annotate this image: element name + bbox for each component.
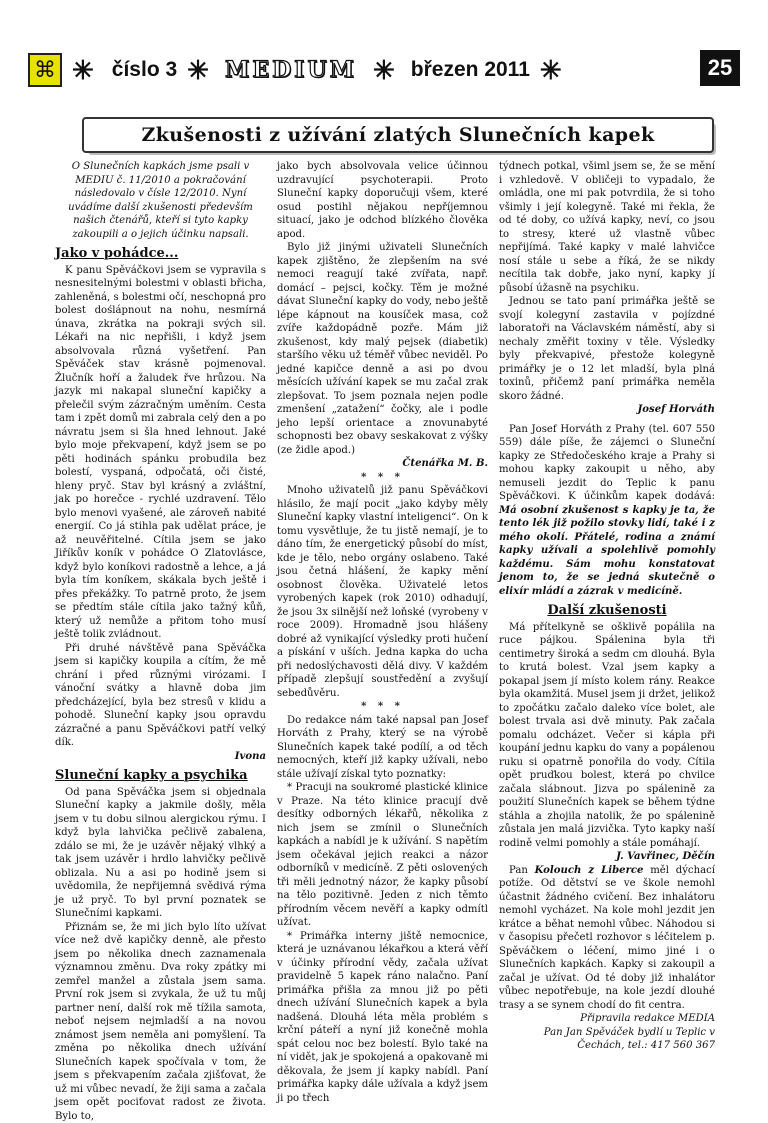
issue-date: březen 2011 [411, 58, 530, 82]
signature: J. Vavřinec, Děčín [499, 850, 715, 864]
section-heading: Jako v pohádce... [55, 247, 266, 261]
logo-icon [28, 53, 62, 87]
section-heading: Sluneční kapky a psychika [55, 769, 266, 783]
emphasis: Má osobní zkušenost s kapky je ta, že tento lék již požilo stovky lidí, také i z mého okolí. Přátelé, rodina a známí kapky užívali a spolehlivě pomohly každému. Sám mohu konstatovat jenom to, že se jedná skutečně o elixír mládí a zázrak v medicíně. [499, 505, 715, 597]
paragraph: Přiznám se, že mi jich bylo líto užívat více než dvě kapičky denně, ale přesto jsem po několika dnech zaznamenala významnou změnu. Dva roky zpátky mi zemřel manžel a zůstala jsem sama. První rok jsem si zvykala, že už tu můj partner není, další rok mě tížila samota, neboť nejsem nejmladší a na novou známost jsem neměla ani pomyšlení. Ta změna po několika dnech užívání Slunečních kapek spočívala v tom, že jsem s překvapením začala zjišťovat, že už mi vůbec nevadí, že žiji sama a začala jsem opět pociťovat radost ze života. Bylo to, [55, 921, 266, 1123]
contact-note: Pan Jan Spěváček bydlí u Teplic v Čechách, tel.: 417 560 367 [499, 1026, 715, 1053]
column-2 [277, 160, 488, 1105]
star-icon: ✳ [187, 55, 209, 86]
article-intro: O Slunečních kapkách jsme psali v MEDIU č. 11/2010 a pokračování následovalo v čísle 12/2010. Nyní uvádíme další zkušenosti především našich čtenářů, kteří si tyto kapky zakoupili a o jejich účinku napsali. [55, 160, 266, 241]
paragraph [499, 423, 715, 599]
article-title: Zkušenosti z užívání zlatých Slunečních kapek [82, 117, 714, 153]
paragraph [499, 864, 715, 1013]
signature: Josef Horváth [499, 403, 715, 417]
paragraph: * Pracuji na soukromé plastické klinice v Praze. Na této klinice pracují dvě desítky odborných lékařů, několika z nich jsem se zmínil o Slunečních kapkách a nabídl je k užívání. S napětím jsem očekával jejich reakci a názor odborníků v medicíně. Z pěti oslovených tři měli jednotný názor, že kapky působí na tělo pozitivně. Jeden z nich těmto přírodním věcem nevěří a kapky odmítl užívat. [277, 781, 488, 930]
paragraph: Do redakce nám také napsal pan Josef Horváth z Prahy, který se na výrobě Slunečních kapek také podílí, a od těch nemocných, kteří již kapky užívali, nebo stále užívají získal tyto poznatky: [277, 714, 488, 782]
separator-stars: * * * [277, 700, 488, 714]
page-number: 25 [700, 50, 740, 86]
editorial-note: Připravila redakce MEDIA [499, 1012, 715, 1026]
paragraph: Má přítelkyně se ošklivě popálila na ruce pájkou. Spálenina byla tři centimetry široká a sedm cm dlouhá. Byla to krutá bolest. Vzal jsem kapky a pokapal jsem jí místo kolem rány. Reakce byla okamžitá. Musel jsem ji držet, jelikož to zpočátku začalo daleko více bolet, ale bolest trvala asi dvě minuty. Pak začala pomalu odcházet. Večer si kápla při koupání jednu kapku do vany a popálenou ruku si opatrně ponořila do vody. Cítila opět pruďkou bolest, která po chvilce začala slábnout. Jizva po spálenině za použití Slunečních kapek se během týdne stáhla a zhojila natolik, že po spálenině zůstala jen malá jizvička. Tyto kapky naší rodině velmi pomohly a stále pomáhají. [499, 621, 715, 851]
logo-glyph: ⌘ [34, 59, 56, 81]
emphasis: Kolouch z Liberce [535, 865, 644, 876]
column-3 [499, 160, 715, 1053]
text-span: Pan Josef Horváth z Prahy (tel. 607 550 559) dále píše, že zájemci o Sluneční kapky ze Středočeského kraje a Prahy si mohou kapky zakoupit u něho, aby nemuseli jezdit do Teplic k panu Spěváčkovi. K účinkům kapek dodává: [499, 424, 715, 503]
page-header [28, 48, 740, 92]
column-1 [55, 160, 266, 1123]
paragraph: Od pana Spěváčka jsem si objednala Sluneční kapky a jakmile došly, měla jsem v tu dobu silnou alergickou rýmu. I když byla lahvička pečlivě zabalena, zdálo se mi, že je uzávěr nějaký vlhký a tak jsem uzávěr i hrdlo lahvičky pečlivě oblizala. Nu a asi po hodině jsem si uvědomila, že nepřijemná svědivá rýma je už pryč. To byl první poznatek se Slunečními kapkami. [55, 786, 266, 921]
text-span: Pan [509, 865, 535, 876]
paragraph: jako bych absolvovala velice účinnou uzdravující psychoterapii. Proto Sluneční kapky doporučuji všem, které osud postihl nějakou nepříjemnou situací, jako je odchod blízkého člověka apod. [277, 160, 488, 241]
paragraph: * Primářka interny jiště nemocnice, která je uznávanou lékařkou a která věří v účinky přírodní vědy, začala užívat pravidelně 5 kapek ráno nalačno. Paní primářka přišla za mnou již po pěti dnech užívání Slunečních kapek a byla nadšená. Dlouhá léta měla problém s krční páteří a nyní již konečně mohla spát celou noc bez bolestí. Bylo také na ní vidět, jak je spokojená a opakovaně mi děkovala, že jsem jí kapky nabídl. Paní primářka kapky dále užívala a když jsem ji po třech [277, 930, 488, 1106]
issue-number: číslo 3 [112, 58, 177, 82]
paragraph: Bylo již jinými uživateli Slunečních kapek zjištěno, že zlepšením na své nemoci reagují také zvířata, např. domácí – pejsci, kočky. Těm je možné dávat Sluneční kapky do vody, nebo ještě lépe kápnout na kousíček masa, což zvíře každopádně pozře. Mám již zkušenost, kdy malý pejsek (diabetik) staršího věku už téměř vůbec neviděl. Po jedné kapičce denně a asi po dvou měsících užívání kapek se mu začal zrak zlepšovat. To jsem poznala nejen podle zmenšení „zatažení“ čočky, ale i podle jeho lepší orientace a znovunabyté schopnosti bez obavy seskakovat z výšky (ze židle apod.) [277, 241, 488, 457]
paragraph: Při druhé návštěvě pana Spěváčka jsem si kapičky koupila a cítím, že mě chrání i před různými virózami. I vánoční svátky a hlavně doba jim předcházející, byla bez stresů v klidu a pohodě. Sluneční kapky jsou opravdu zázračné a panu Spěváčkovi patří velký dík. [55, 642, 266, 750]
section-heading: Další zkušenosti [499, 604, 715, 618]
paragraph: týdnech potkal, všiml jsem se, že se mění i vzhledově. V obličeji to vypadalo, že omládla, one mi pak potvrdila, že si toho všimly i její kolegyně. Také mi řekla, že od té doby, co užívá kapky, neví, co jsou to stresy, které už vlastně vůbec nepřijímá. Také kapky v malé lahvičce nosí stále u sebe a říká, že se nikdy necítila tak dobře, jako nyní, kapky jí působí úžasně na psychiku. [499, 160, 715, 295]
star-icon: ✳ [72, 55, 94, 86]
star-icon: ✳ [540, 55, 562, 86]
paragraph: K panu Spěváčkovi jsem se vypravila s nesnesitelnými bolestmi v oblasti břicha, zahleněná, s bolestmi očí, neschopná pro bolest doślápnout na nohu, nesmírná únava, zkrátka na pokraji svých sil. Lékaři na nic nepřišli, i když jsem absolvovala různá vyšetření. Pan Spěváček stav krásně pojmenoval. Žlučník hoří a žaludek řve hrůzou. Na jazyk mi nakapal sluneční kapičky a přelečil svým zázračným uměním. Cesta tam i zpět domů mi zabrala celý den a po návratu jsem si šla hned lehnout. Jaké bylo moje překvapení, když jsem se po pěti hodinách spánku probudila bez bolestí, vyspaná, odpočatá, oči čisté, hleny pryč. Stav byl krásný a zvláštní, jak po horečce - rychlé uzdravení. Tělo bylo menovi vyašené, ale zároveň nabité energií. Co já stihla pak udělat práce, je až neuvěřitelné. Cítila jsem se jako Jiříkův koník v pohádce O Zlatovlásce, když bylo koníkovi radostně a lehce, a já byla tím koníkem, skákala bych ještě i přes překážky. To patrně proto, že jsem se předtím stále cítila jako tažný kůň, který už nemůže a přitom toho musí ještě tolik zvládnout. [55, 264, 266, 642]
magazine-name: MEDIUM [225, 57, 357, 83]
paragraph: Mnoho uživatelů již panu Spěváčkovi hlásilo, že mají pocit „jako kdyby měly Sluneční kapky vlastní inteligenci“. On k tomu vysvětluje, že tu jistě nemají, je to dáno tím, že energetický působí do míst, kde je tělo, nebo orgány oslabeno. Také jsou četná hlášení, že kapky mění osobnost člověka. Uživatelé letos vyrobených kapek (rok 2010) odhadují, že jsou 3x silnější než loňské (vyrobeny v roce 2009). Hromadně jsou hlášeny dobré až vynikající výsledky proti hučení a pískání v uších. Jedna kapka do ucha při nedoslýchavosti dělá divy. V každém případě zlepšují soustředění a zvyšují sebedůvěru. [277, 484, 488, 700]
signature: Čtenářka M. B. [277, 457, 488, 471]
text-span: měl dýchací potíže. Od dětství se ve škole nemohl účastnit žádného cvičení. Bez inhalátoru nemohl vycházet. Na kole mohl jezdit jen krátce a běhat nemohl vůbec. Náhodou si v časopisu přečetl rozhovor s léčitelem p. Spěváčkem o léčení, mimo jiné i o Slunečních kapkách. Kapky si zakoupil a začal je užívat. Od té doby již inhalátor vůbec nepotřebuje, na kole jezdí dlouhé trasy a se synem chodí do fit centra. [499, 865, 715, 1011]
separator-stars: * * * [277, 471, 488, 485]
signature: Ivona [55, 750, 266, 764]
paragraph: Jednou se tato paní primářka ještě se svojí kolegyní zastavila v pojízdné laboratoři na Václavském náměstí, aby si nechaly změřit toxiny v těle. Výsledky byly překvapivé, přestože kolegyně primářky je o 12 let mladší, byla plná toxinů, přičemž paní primářka neměla skoro žádné. [499, 295, 715, 403]
star-icon: ✳ [373, 55, 395, 86]
